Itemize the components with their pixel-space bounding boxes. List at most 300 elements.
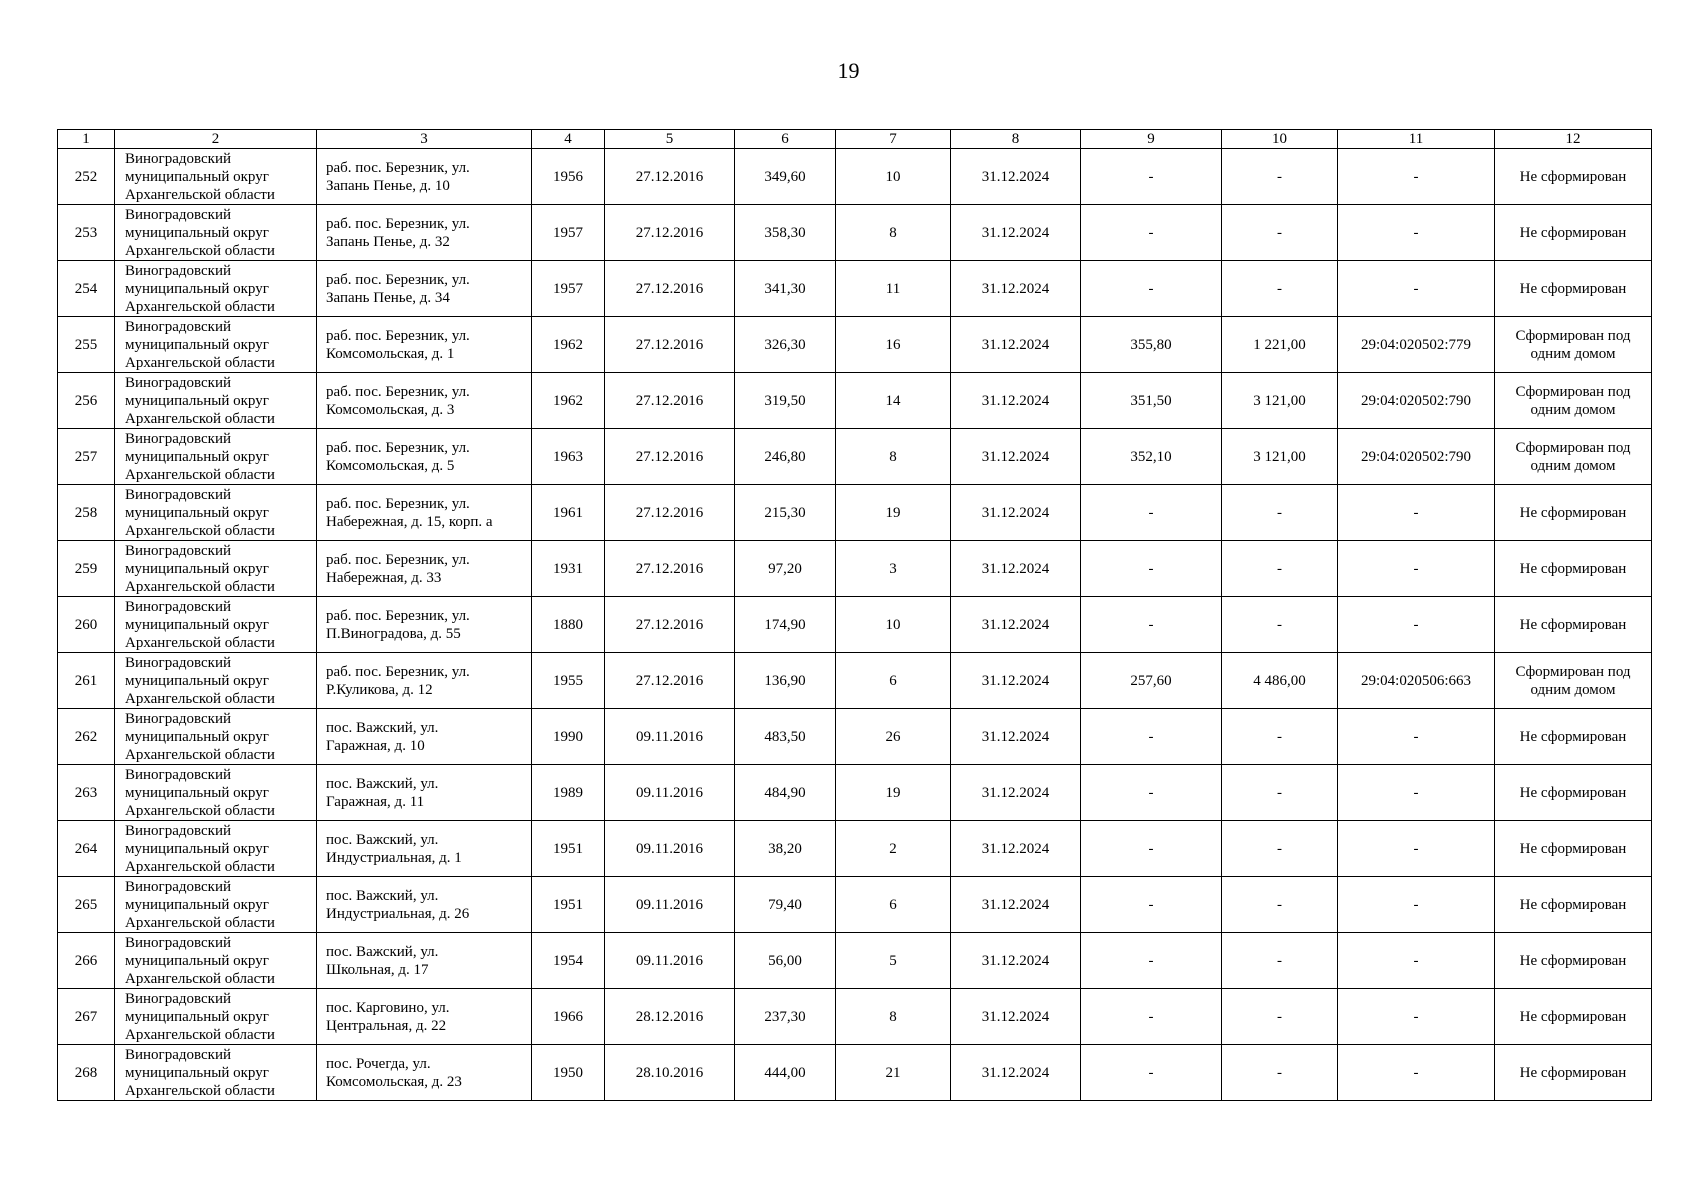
cell-area: 215,30	[735, 485, 836, 541]
cell-col10: 4 486,00	[1222, 653, 1338, 709]
cell-municipality-line: Архангельской области	[125, 242, 275, 259]
cell-municipality-line: Архангельской области	[125, 1082, 275, 1099]
cell-address-line: раб. пос. Березник, ул.	[326, 663, 470, 680]
cell-year: 1951	[532, 877, 605, 933]
cell-year: 1961	[532, 485, 605, 541]
cell-address-line: пос. Важский, ул.	[326, 831, 439, 848]
cell-date: 09.11.2016	[605, 933, 735, 989]
cell-municipality-line: Виноградовский	[125, 822, 231, 839]
cell-number: 266	[58, 933, 115, 989]
cell-address-line: Набережная, д. 15, корп. а	[326, 513, 493, 530]
cell-address	[317, 261, 532, 317]
cell-municipality-line: Виноградовский	[125, 374, 231, 391]
cell-municipality-line: Виноградовский	[125, 430, 231, 447]
cell-date: 27.12.2016	[605, 205, 735, 261]
cell-deadline: 31.12.2024	[951, 765, 1081, 821]
cell-date: 28.10.2016	[605, 1045, 735, 1101]
table-row	[58, 149, 1652, 205]
cell-status	[1495, 989, 1652, 1045]
cell-address	[317, 597, 532, 653]
cell-year: 1990	[532, 709, 605, 765]
cell-deadline: 31.12.2024	[951, 541, 1081, 597]
cell-col9: -	[1081, 205, 1222, 261]
cell-municipality-line: Виноградовский	[125, 598, 231, 615]
cell-cadastral: -	[1338, 541, 1495, 597]
cell-municipality-line: Архангельской области	[125, 354, 275, 371]
cell-cadastral: -	[1338, 765, 1495, 821]
cell-status-line: Не сформирован	[1519, 896, 1627, 913]
cell-deadline: 31.12.2024	[951, 485, 1081, 541]
cell-date: 27.12.2016	[605, 541, 735, 597]
cell-residents: 8	[836, 429, 951, 485]
cell-number: 267	[58, 989, 115, 1045]
cell-residents: 10	[836, 597, 951, 653]
cell-municipality-line: муниципальный округ	[125, 840, 269, 857]
cell-municipality-line: Архангельской области	[125, 858, 275, 875]
cell-address	[317, 709, 532, 765]
cell-status	[1495, 485, 1652, 541]
cell-number: 253	[58, 205, 115, 261]
cell-status-line: Не сформирован	[1519, 952, 1627, 969]
cell-residents: 19	[836, 485, 951, 541]
cell-col10: 3 121,00	[1222, 429, 1338, 485]
cell-date: 27.12.2016	[605, 149, 735, 205]
cell-status-line: Не сформирован	[1519, 616, 1627, 633]
cell-cadastral: -	[1338, 261, 1495, 317]
table-row	[58, 485, 1652, 541]
cell-year: 1962	[532, 317, 605, 373]
cell-municipality	[115, 429, 317, 485]
cell-residents: 3	[836, 541, 951, 597]
column-header-8: 8	[951, 130, 1081, 149]
cell-col9: 351,50	[1081, 373, 1222, 429]
cell-address-line: пос. Важский, ул.	[326, 775, 439, 792]
cell-address	[317, 989, 532, 1045]
cell-date: 09.11.2016	[605, 709, 735, 765]
cell-residents: 11	[836, 261, 951, 317]
cell-cadastral: -	[1338, 877, 1495, 933]
cell-address-line: раб. пос. Березник, ул.	[326, 271, 470, 288]
cell-municipality-line: Архангельской области	[125, 970, 275, 987]
cell-address-line: Запань Пенье, д. 10	[326, 177, 450, 194]
cell-residents: 16	[836, 317, 951, 373]
cell-number: 255	[58, 317, 115, 373]
cell-date: 09.11.2016	[605, 765, 735, 821]
cell-address-line: раб. пос. Березник, ул.	[326, 551, 470, 568]
cell-municipality-line: Архангельской области	[125, 186, 275, 203]
cell-address-line: раб. пос. Березник, ул.	[326, 607, 470, 624]
cell-address-line: раб. пос. Березник, ул.	[326, 439, 470, 456]
cell-municipality	[115, 373, 317, 429]
cell-deadline: 31.12.2024	[951, 933, 1081, 989]
cell-address	[317, 485, 532, 541]
cell-col10: -	[1222, 877, 1338, 933]
cell-municipality-line: Виноградовский	[125, 1046, 231, 1063]
cell-municipality-line: муниципальный округ	[125, 728, 269, 745]
cell-number: 260	[58, 597, 115, 653]
cell-address-line: Гаражная, д. 11	[326, 793, 425, 810]
cell-number: 261	[58, 653, 115, 709]
cell-col10: -	[1222, 1045, 1338, 1101]
cell-address-line: раб. пос. Березник, ул.	[326, 327, 470, 344]
cell-municipality-line: муниципальный округ	[125, 672, 269, 689]
column-header-1: 1	[58, 130, 115, 149]
cell-date: 27.12.2016	[605, 317, 735, 373]
cell-address	[317, 821, 532, 877]
cell-address-line: пос. Рочегда, ул.	[326, 1055, 431, 1072]
cell-residents: 10	[836, 149, 951, 205]
cell-number: 257	[58, 429, 115, 485]
column-header-6: 6	[735, 130, 836, 149]
cell-address	[317, 653, 532, 709]
cell-residents: 8	[836, 205, 951, 261]
cell-year: 1951	[532, 821, 605, 877]
cell-col10: -	[1222, 485, 1338, 541]
cell-residents: 5	[836, 933, 951, 989]
cell-col10: -	[1222, 933, 1338, 989]
cell-status-line: одним домом	[1530, 401, 1616, 418]
cell-municipality-line: муниципальный округ	[125, 1064, 269, 1081]
cell-col10: 1 221,00	[1222, 317, 1338, 373]
cell-year: 1956	[532, 149, 605, 205]
cell-status-line: Не сформирован	[1519, 784, 1627, 801]
cell-status-line: Не сформирован	[1519, 168, 1627, 185]
cell-address	[317, 317, 532, 373]
column-header-3: 3	[317, 130, 532, 149]
cell-date: 09.11.2016	[605, 821, 735, 877]
cell-status-line: Не сформирован	[1519, 224, 1627, 241]
cell-address-line: Запань Пенье, д. 34	[326, 289, 450, 306]
cell-municipality-line: Виноградовский	[125, 542, 231, 559]
cell-col10: -	[1222, 989, 1338, 1045]
cell-col10: -	[1222, 541, 1338, 597]
cell-cadastral: 29:04:020502:790	[1338, 373, 1495, 429]
column-header-4: 4	[532, 130, 605, 149]
column-header-12: 12	[1495, 130, 1652, 149]
cell-status	[1495, 205, 1652, 261]
cell-number: 264	[58, 821, 115, 877]
cell-address	[317, 765, 532, 821]
cell-year: 1966	[532, 989, 605, 1045]
table-row	[58, 821, 1652, 877]
cell-number: 254	[58, 261, 115, 317]
page-number: 19	[837, 58, 860, 83]
cell-address-line: Гаражная, д. 10	[326, 737, 425, 754]
cell-col9: -	[1081, 877, 1222, 933]
table-row	[58, 429, 1652, 485]
cell-status-line: Не сформирован	[1519, 840, 1627, 857]
cell-address-line: Центральная, д. 22	[326, 1017, 447, 1034]
cell-cadastral: -	[1338, 205, 1495, 261]
cell-col10: -	[1222, 709, 1338, 765]
cell-municipality-line: муниципальный округ	[125, 168, 269, 185]
cell-col9: 257,60	[1081, 653, 1222, 709]
cell-status	[1495, 1045, 1652, 1101]
cell-status	[1495, 597, 1652, 653]
header-row	[58, 130, 1652, 149]
cell-municipality	[115, 317, 317, 373]
cell-year: 1989	[532, 765, 605, 821]
cell-address-line: Комсомольская, д. 23	[326, 1073, 462, 1090]
cell-municipality-line: Архангельской области	[125, 802, 275, 819]
cell-col9: 352,10	[1081, 429, 1222, 485]
cell-status	[1495, 149, 1652, 205]
cell-number: 252	[58, 149, 115, 205]
cell-deadline: 31.12.2024	[951, 205, 1081, 261]
cell-status-line: Не сформирован	[1519, 280, 1627, 297]
cell-municipality	[115, 765, 317, 821]
cell-col10: -	[1222, 597, 1338, 653]
cell-address-line: раб. пос. Березник, ул.	[326, 215, 470, 232]
cell-year: 1962	[532, 373, 605, 429]
cell-municipality	[115, 653, 317, 709]
cell-deadline: 31.12.2024	[951, 317, 1081, 373]
cell-address-line: пос. Карговино, ул.	[326, 999, 450, 1016]
cell-municipality-line: муниципальный округ	[125, 280, 269, 297]
cell-date: 28.12.2016	[605, 989, 735, 1045]
cell-municipality-line: муниципальный округ	[125, 1008, 269, 1025]
cell-date: 27.12.2016	[605, 597, 735, 653]
cell-deadline: 31.12.2024	[951, 877, 1081, 933]
cell-col9: -	[1081, 541, 1222, 597]
cell-municipality	[115, 541, 317, 597]
cell-deadline: 31.12.2024	[951, 597, 1081, 653]
cell-area: 483,50	[735, 709, 836, 765]
cell-residents: 19	[836, 765, 951, 821]
cell-status	[1495, 317, 1652, 373]
cell-status-line: одним домом	[1530, 457, 1616, 474]
cell-col9: -	[1081, 485, 1222, 541]
cell-col9: -	[1081, 765, 1222, 821]
cell-status	[1495, 821, 1652, 877]
cell-residents: 6	[836, 653, 951, 709]
cell-deadline: 31.12.2024	[951, 709, 1081, 765]
cell-area: 136,90	[735, 653, 836, 709]
cell-area: 484,90	[735, 765, 836, 821]
cell-cadastral: -	[1338, 597, 1495, 653]
cell-year: 1954	[532, 933, 605, 989]
cell-col10: -	[1222, 765, 1338, 821]
cell-address-line: П.Виноградова, д. 55	[326, 625, 461, 642]
cell-year: 1880	[532, 597, 605, 653]
cell-status	[1495, 709, 1652, 765]
cell-status	[1495, 429, 1652, 485]
cell-cadastral: -	[1338, 485, 1495, 541]
cell-cadastral: -	[1338, 821, 1495, 877]
cell-status-line: Сформирован под	[1515, 383, 1631, 400]
cell-address	[317, 1045, 532, 1101]
cell-status	[1495, 261, 1652, 317]
cell-municipality-line: Архангельской области	[125, 466, 275, 483]
table-row	[58, 709, 1652, 765]
cell-year: 1957	[532, 261, 605, 317]
table-row	[58, 541, 1652, 597]
cell-area: 246,80	[735, 429, 836, 485]
cell-status-line: одним домом	[1530, 681, 1616, 698]
cell-status-line: Не сформирован	[1519, 728, 1627, 745]
column-header-10: 10	[1222, 130, 1338, 149]
cell-col10: 3 121,00	[1222, 373, 1338, 429]
cell-address-line: Комсомольская, д. 1	[326, 345, 455, 362]
cell-municipality-line: муниципальный округ	[125, 616, 269, 633]
cell-municipality-line: Виноградовский	[125, 934, 231, 951]
cell-year: 1957	[532, 205, 605, 261]
cell-municipality	[115, 261, 317, 317]
cell-residents: 21	[836, 1045, 951, 1101]
cell-municipality-line: муниципальный округ	[125, 952, 269, 969]
cell-deadline: 31.12.2024	[951, 261, 1081, 317]
cell-municipality-line: Архангельской области	[125, 578, 275, 595]
cell-municipality	[115, 933, 317, 989]
cell-address-line: Школьная, д. 17	[326, 961, 429, 978]
cell-year: 1963	[532, 429, 605, 485]
cell-residents: 2	[836, 821, 951, 877]
cell-address-line: Комсомольская, д. 3	[326, 401, 455, 418]
cell-municipality-line: муниципальный округ	[125, 448, 269, 465]
cell-address-line: пос. Важский, ул.	[326, 887, 439, 904]
cell-address-line: раб. пос. Березник, ул.	[326, 383, 470, 400]
cell-cadastral: 29:04:020506:663	[1338, 653, 1495, 709]
cell-col9: 355,80	[1081, 317, 1222, 373]
cell-status-line: Не сформирован	[1519, 560, 1627, 577]
cell-address-line: Набережная, д. 33	[326, 569, 442, 586]
cell-municipality-line: муниципальный округ	[125, 560, 269, 577]
cell-cadastral: -	[1338, 989, 1495, 1045]
column-header-5: 5	[605, 130, 735, 149]
table-row	[58, 1045, 1652, 1101]
cell-col10: -	[1222, 821, 1338, 877]
cell-municipality	[115, 149, 317, 205]
cell-date: 27.12.2016	[605, 429, 735, 485]
table-row	[58, 765, 1652, 821]
cell-status-line: Не сформирован	[1519, 504, 1627, 521]
cell-area: 341,30	[735, 261, 836, 317]
cell-deadline: 31.12.2024	[951, 653, 1081, 709]
cell-residents: 8	[836, 989, 951, 1045]
cell-area: 38,20	[735, 821, 836, 877]
cell-address-line: пос. Важский, ул.	[326, 943, 439, 960]
cell-date: 27.12.2016	[605, 261, 735, 317]
table-body	[58, 149, 1652, 1101]
table-row	[58, 317, 1652, 373]
cell-number: 268	[58, 1045, 115, 1101]
cell-status-line: Сформирован под	[1515, 439, 1631, 456]
cell-address	[317, 877, 532, 933]
table-row	[58, 205, 1652, 261]
cell-area: 79,40	[735, 877, 836, 933]
cell-date: 27.12.2016	[605, 373, 735, 429]
column-header-7: 7	[836, 130, 951, 149]
cell-col9: -	[1081, 1045, 1222, 1101]
cell-municipality-line: Виноградовский	[125, 318, 231, 335]
table-row	[58, 597, 1652, 653]
cell-status	[1495, 877, 1652, 933]
cell-area: 237,30	[735, 989, 836, 1045]
cell-deadline: 31.12.2024	[951, 1045, 1081, 1101]
cell-year: 1950	[532, 1045, 605, 1101]
cell-cadastral: -	[1338, 709, 1495, 765]
cell-year: 1955	[532, 653, 605, 709]
cell-number: 263	[58, 765, 115, 821]
cell-area: 319,50	[735, 373, 836, 429]
cell-number: 258	[58, 485, 115, 541]
cell-cadastral: -	[1338, 149, 1495, 205]
cell-municipality-line: Архангельской области	[125, 690, 275, 707]
cell-municipality	[115, 485, 317, 541]
cell-status-line: Не сформирован	[1519, 1008, 1627, 1025]
cell-municipality-line: муниципальный округ	[125, 224, 269, 241]
cell-status-line: одним домом	[1530, 345, 1616, 362]
cell-status-line: Сформирован под	[1515, 663, 1631, 680]
cell-municipality	[115, 205, 317, 261]
cell-col10: -	[1222, 205, 1338, 261]
cell-municipality	[115, 877, 317, 933]
cell-municipality-line: муниципальный округ	[125, 392, 269, 409]
cell-municipality-line: Виноградовский	[125, 486, 231, 503]
cell-municipality-line: Архангельской области	[125, 522, 275, 539]
cell-address-line: раб. пос. Березник, ул.	[326, 495, 470, 512]
cell-address	[317, 149, 532, 205]
table-row	[58, 261, 1652, 317]
cell-area: 56,00	[735, 933, 836, 989]
cell-date: 09.11.2016	[605, 877, 735, 933]
cell-area: 174,90	[735, 597, 836, 653]
cell-municipality-line: Виноградовский	[125, 150, 231, 167]
cell-cadastral: -	[1338, 933, 1495, 989]
cell-residents: 14	[836, 373, 951, 429]
cell-deadline: 31.12.2024	[951, 149, 1081, 205]
cell-col9: -	[1081, 597, 1222, 653]
cell-address-line: Индустриальная, д. 26	[326, 905, 470, 922]
cell-municipality-line: муниципальный округ	[125, 896, 269, 913]
cell-municipality-line: Виноградовский	[125, 262, 231, 279]
cell-municipality-line: Архангельской области	[125, 914, 275, 931]
table-row	[58, 877, 1652, 933]
cell-municipality-line: Виноградовский	[125, 990, 231, 1007]
cell-cadastral: 29:04:020502:790	[1338, 429, 1495, 485]
cell-number: 259	[58, 541, 115, 597]
cell-deadline: 31.12.2024	[951, 429, 1081, 485]
cell-area: 326,30	[735, 317, 836, 373]
cell-residents: 6	[836, 877, 951, 933]
cell-municipality-line: Архангельской области	[125, 1026, 275, 1043]
cell-cadastral: -	[1338, 1045, 1495, 1101]
cell-address-line: Запань Пенье, д. 32	[326, 233, 450, 250]
cell-status	[1495, 653, 1652, 709]
table-row	[58, 933, 1652, 989]
cell-number: 256	[58, 373, 115, 429]
cell-municipality-line: Виноградовский	[125, 878, 231, 895]
cell-date: 27.12.2016	[605, 653, 735, 709]
cell-status-line: Не сформирован	[1519, 1064, 1627, 1081]
cell-area: 444,00	[735, 1045, 836, 1101]
cell-municipality-line: Архангельской области	[125, 746, 275, 763]
cell-number: 262	[58, 709, 115, 765]
column-header-2: 2	[115, 130, 317, 149]
cell-address-line: раб. пос. Березник, ул.	[326, 159, 470, 176]
cell-municipality-line: Виноградовский	[125, 654, 231, 671]
cell-residents: 26	[836, 709, 951, 765]
cell-deadline: 31.12.2024	[951, 373, 1081, 429]
cell-col10: -	[1222, 261, 1338, 317]
column-header-9: 9	[1081, 130, 1222, 149]
cell-status	[1495, 765, 1652, 821]
cell-municipality-line: Виноградовский	[125, 766, 231, 783]
cell-municipality	[115, 709, 317, 765]
cell-col9: -	[1081, 709, 1222, 765]
cell-address	[317, 933, 532, 989]
cell-number: 265	[58, 877, 115, 933]
